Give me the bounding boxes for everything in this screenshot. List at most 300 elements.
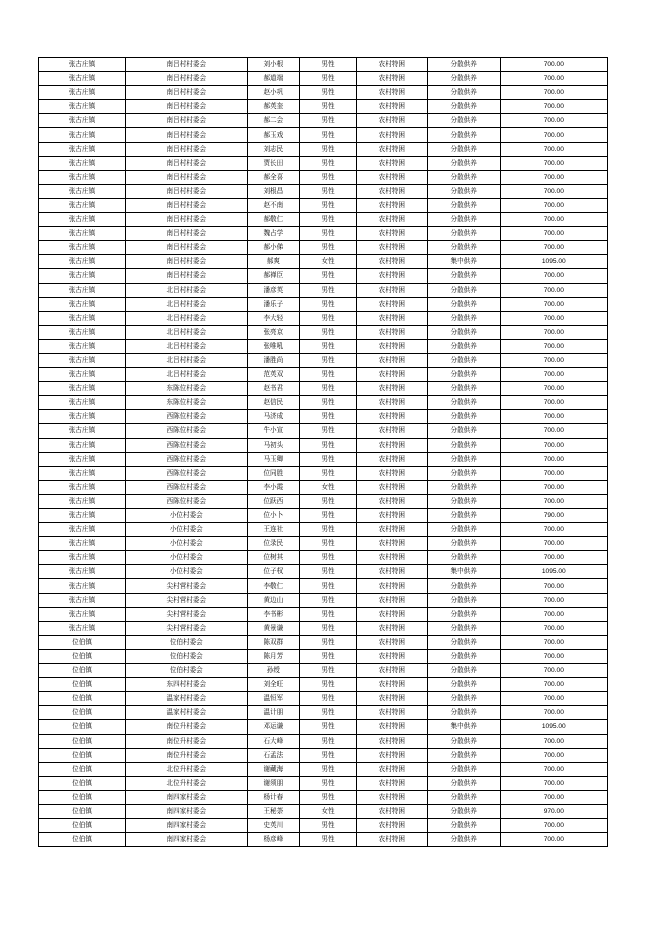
category-cell: 农村特困 [356, 311, 427, 325]
amount-cell: 700.00 [500, 297, 607, 311]
name-cell: 郝禅臣 [247, 269, 300, 283]
village-cell: 北吕村村委会 [126, 283, 247, 297]
spreadsheet-page [38, 57, 608, 847]
amount-cell: 700.00 [500, 382, 607, 396]
category-cell: 农村特困 [356, 58, 427, 72]
gender-cell: 男性 [300, 734, 357, 748]
category-cell: 农村特困 [356, 339, 427, 353]
name-cell: 范英双 [247, 368, 300, 382]
category-cell: 农村特困 [356, 72, 427, 86]
amount-cell: 700.00 [500, 537, 607, 551]
town-cell: 张古庄镇 [39, 156, 126, 170]
table-row [39, 579, 608, 593]
support-type-cell: 分散供养 [427, 353, 500, 367]
table-body [39, 58, 608, 847]
name-cell: 刘根昌 [247, 184, 300, 198]
support-type-cell: 分散供养 [427, 551, 500, 565]
amount-cell: 700.00 [500, 494, 607, 508]
name-cell: 赵小巩 [247, 86, 300, 100]
town-cell: 张古庄镇 [39, 283, 126, 297]
village-cell: 东四村村委会 [126, 678, 247, 692]
amount-cell: 700.00 [500, 424, 607, 438]
category-cell: 农村特困 [356, 142, 427, 156]
amount-cell: 700.00 [500, 649, 607, 663]
town-cell: 张古庄镇 [39, 593, 126, 607]
village-cell: 尖村营村委会 [126, 593, 247, 607]
table-row [39, 184, 608, 198]
amount-cell: 700.00 [500, 762, 607, 776]
category-cell: 农村特困 [356, 100, 427, 114]
category-cell: 农村特困 [356, 720, 427, 734]
amount-cell: 700.00 [500, 241, 607, 255]
table-row [39, 678, 608, 692]
gender-cell: 男性 [300, 72, 357, 86]
gender-cell: 男性 [300, 128, 357, 142]
village-cell: 南四家村委会 [126, 804, 247, 818]
category-cell: 农村特困 [356, 762, 427, 776]
category-cell: 农村特困 [356, 156, 427, 170]
category-cell: 农村特困 [356, 368, 427, 382]
name-cell: 李大轻 [247, 311, 300, 325]
category-cell: 农村特困 [356, 734, 427, 748]
table-row [39, 762, 608, 776]
support-type-cell: 分散供养 [427, 114, 500, 128]
support-type-cell: 分散供养 [427, 635, 500, 649]
category-cell: 农村特困 [356, 452, 427, 466]
village-cell: 南吕村村委会 [126, 269, 247, 283]
name-cell: 王连社 [247, 523, 300, 537]
name-cell: 郝玉戏 [247, 128, 300, 142]
name-cell: 位子权 [247, 565, 300, 579]
town-cell: 张古庄镇 [39, 438, 126, 452]
table-row [39, 804, 608, 818]
name-cell: 郝道端 [247, 72, 300, 86]
name-cell: 史英川 [247, 819, 300, 833]
town-cell: 张古庄镇 [39, 382, 126, 396]
village-cell: 位伯村委会 [126, 649, 247, 663]
name-cell: 杨彦峰 [247, 833, 300, 847]
gender-cell: 男性 [300, 790, 357, 804]
support-type-cell: 分散供养 [427, 227, 500, 241]
category-cell: 农村特困 [356, 664, 427, 678]
support-type-cell: 分散供养 [427, 424, 500, 438]
name-cell: 刘小根 [247, 58, 300, 72]
support-type-cell: 分散供养 [427, 142, 500, 156]
amount-cell: 700.00 [500, 734, 607, 748]
name-cell: 马济成 [247, 410, 300, 424]
category-cell: 农村特困 [356, 198, 427, 212]
category-cell: 农村特困 [356, 241, 427, 255]
gender-cell: 男性 [300, 692, 357, 706]
town-cell: 张古庄镇 [39, 339, 126, 353]
gender-cell: 男性 [300, 241, 357, 255]
village-cell: 南四家村委会 [126, 790, 247, 804]
category-cell: 农村特困 [356, 213, 427, 227]
village-cell: 南吕村村委会 [126, 198, 247, 212]
town-cell: 位伯镇 [39, 804, 126, 818]
village-cell: 北吕村村委会 [126, 339, 247, 353]
table-row [39, 339, 608, 353]
amount-cell: 700.00 [500, 213, 607, 227]
town-cell: 张古庄镇 [39, 551, 126, 565]
village-cell: 温家村村委会 [126, 692, 247, 706]
town-cell: 张古庄镇 [39, 255, 126, 269]
table-row [39, 353, 608, 367]
village-cell: 尖村营村委会 [126, 621, 247, 635]
name-cell: 张唯吼 [247, 339, 300, 353]
gender-cell: 男性 [300, 494, 357, 508]
name-cell: 石大峰 [247, 734, 300, 748]
table-row [39, 297, 608, 311]
amount-cell: 700.00 [500, 339, 607, 353]
village-cell: 南吕村村委会 [126, 86, 247, 100]
support-type-cell: 分散供养 [427, 297, 500, 311]
amount-cell: 700.00 [500, 58, 607, 72]
table-row [39, 424, 608, 438]
name-cell: 位同胜 [247, 466, 300, 480]
category-cell: 农村特困 [356, 790, 427, 804]
table-row [39, 776, 608, 790]
gender-cell: 男性 [300, 100, 357, 114]
amount-cell: 700.00 [500, 368, 607, 382]
category-cell: 农村特困 [356, 565, 427, 579]
table-row [39, 509, 608, 523]
gender-cell: 男性 [300, 537, 357, 551]
support-type-cell: 分散供养 [427, 438, 500, 452]
table-row [39, 706, 608, 720]
town-cell: 位伯镇 [39, 748, 126, 762]
support-type-cell: 分散供养 [427, 776, 500, 790]
support-type-cell: 分散供养 [427, 762, 500, 776]
gender-cell: 男性 [300, 607, 357, 621]
category-cell: 农村特困 [356, 184, 427, 198]
table-row [39, 551, 608, 565]
category-cell: 农村特困 [356, 255, 427, 269]
town-cell: 张古庄镇 [39, 621, 126, 635]
town-cell: 张古庄镇 [39, 269, 126, 283]
amount-cell: 700.00 [500, 184, 607, 198]
village-cell: 南吕村村委会 [126, 156, 247, 170]
gender-cell: 男性 [300, 283, 357, 297]
support-type-cell: 分散供养 [427, 649, 500, 663]
amount-cell: 700.00 [500, 551, 607, 565]
amount-cell: 970.00 [500, 804, 607, 818]
town-cell: 张古庄镇 [39, 72, 126, 86]
table-row [39, 748, 608, 762]
support-type-cell: 分散供养 [427, 86, 500, 100]
town-cell: 位伯镇 [39, 762, 126, 776]
name-cell: 赵信民 [247, 396, 300, 410]
amount-cell: 700.00 [500, 452, 607, 466]
village-cell: 尖村营村委会 [126, 607, 247, 621]
town-cell: 张古庄镇 [39, 114, 126, 128]
gender-cell: 男性 [300, 776, 357, 790]
category-cell: 农村特困 [356, 424, 427, 438]
town-cell: 张古庄镇 [39, 509, 126, 523]
amount-cell: 700.00 [500, 466, 607, 480]
category-cell: 农村特困 [356, 593, 427, 607]
village-cell: 南吕村村委会 [126, 58, 247, 72]
town-cell: 位伯镇 [39, 776, 126, 790]
name-cell: 马初头 [247, 438, 300, 452]
town-cell: 位伯镇 [39, 706, 126, 720]
gender-cell: 男性 [300, 58, 357, 72]
amount-cell: 700.00 [500, 114, 607, 128]
name-cell: 郝小俤 [247, 241, 300, 255]
amount-cell: 790.00 [500, 509, 607, 523]
support-type-cell: 分散供养 [427, 480, 500, 494]
village-cell: 南位升村委会 [126, 748, 247, 762]
amount-cell: 700.00 [500, 635, 607, 649]
support-type-cell: 分散供养 [427, 706, 500, 720]
table-row [39, 621, 608, 635]
support-type-cell: 分散供养 [427, 325, 500, 339]
support-type-cell: 分散供养 [427, 283, 500, 297]
gender-cell: 男性 [300, 720, 357, 734]
table-row [39, 833, 608, 847]
table-row [39, 523, 608, 537]
amount-cell: 1095.00 [500, 255, 607, 269]
table-row [39, 213, 608, 227]
village-cell: 北位升村委会 [126, 762, 247, 776]
amount-cell: 700.00 [500, 819, 607, 833]
village-cell: 东陈位村委会 [126, 396, 247, 410]
category-cell: 农村特困 [356, 325, 427, 339]
category-cell: 农村特困 [356, 692, 427, 706]
table-row [39, 227, 608, 241]
village-cell: 南位升村委会 [126, 734, 247, 748]
town-cell: 张古庄镇 [39, 353, 126, 367]
support-type-cell: 分散供养 [427, 368, 500, 382]
support-type-cell: 分散供养 [427, 607, 500, 621]
support-type-cell: 分散供养 [427, 198, 500, 212]
amount-cell: 700.00 [500, 438, 607, 452]
support-type-cell: 分散供养 [427, 734, 500, 748]
gender-cell: 男性 [300, 213, 357, 227]
name-cell: 潘乐子 [247, 297, 300, 311]
table-row [39, 480, 608, 494]
name-cell: 陈双群 [247, 635, 300, 649]
gender-cell: 男性 [300, 114, 357, 128]
amount-cell: 700.00 [500, 198, 607, 212]
amount-cell: 700.00 [500, 269, 607, 283]
town-cell: 张古庄镇 [39, 410, 126, 424]
amount-cell: 700.00 [500, 480, 607, 494]
support-type-cell: 分散供养 [427, 494, 500, 508]
name-cell: 谢藏海 [247, 762, 300, 776]
name-cell: 黄景谦 [247, 621, 300, 635]
town-cell: 位伯镇 [39, 720, 126, 734]
name-cell: 位跃西 [247, 494, 300, 508]
name-cell: 石孟法 [247, 748, 300, 762]
village-cell: 西陈位村委会 [126, 424, 247, 438]
gender-cell: 男性 [300, 833, 357, 847]
category-cell: 农村特困 [356, 678, 427, 692]
town-cell: 位伯镇 [39, 664, 126, 678]
town-cell: 张古庄镇 [39, 325, 126, 339]
gender-cell: 男性 [300, 325, 357, 339]
category-cell: 农村特困 [356, 227, 427, 241]
town-cell: 张古庄镇 [39, 523, 126, 537]
gender-cell: 男性 [300, 382, 357, 396]
gender-cell: 男性 [300, 466, 357, 480]
gender-cell: 女性 [300, 804, 357, 818]
table-row [39, 607, 608, 621]
town-cell: 张古庄镇 [39, 452, 126, 466]
town-cell: 张古庄镇 [39, 184, 126, 198]
table-row [39, 438, 608, 452]
table-row [39, 819, 608, 833]
support-type-cell: 分散供养 [427, 269, 500, 283]
category-cell: 农村特困 [356, 635, 427, 649]
name-cell: 杨计春 [247, 790, 300, 804]
town-cell: 张古庄镇 [39, 311, 126, 325]
name-cell: 陈月芳 [247, 649, 300, 663]
town-cell: 张古庄镇 [39, 396, 126, 410]
gender-cell: 女性 [300, 255, 357, 269]
village-cell: 小位村委会 [126, 509, 247, 523]
gender-cell: 男性 [300, 565, 357, 579]
gender-cell: 男性 [300, 311, 357, 325]
village-cell: 北吕村村委会 [126, 297, 247, 311]
table-row [39, 720, 608, 734]
amount-cell: 700.00 [500, 86, 607, 100]
table-row [39, 635, 608, 649]
town-cell: 张古庄镇 [39, 128, 126, 142]
table-row [39, 565, 608, 579]
town-cell: 张古庄镇 [39, 424, 126, 438]
village-cell: 小位村委会 [126, 551, 247, 565]
gender-cell: 男性 [300, 424, 357, 438]
name-cell: 谢须朋 [247, 776, 300, 790]
village-cell: 位伯村委会 [126, 664, 247, 678]
town-cell: 张古庄镇 [39, 142, 126, 156]
village-cell: 西陈位村委会 [126, 452, 247, 466]
support-type-cell: 分散供养 [427, 184, 500, 198]
village-cell: 东陈位村委会 [126, 382, 247, 396]
name-cell: 温计朋 [247, 706, 300, 720]
support-type-cell: 分散供养 [427, 523, 500, 537]
table-row [39, 283, 608, 297]
name-cell: 李小霞 [247, 480, 300, 494]
category-cell: 农村特困 [356, 833, 427, 847]
name-cell: 邓运谦 [247, 720, 300, 734]
support-type-cell: 集中供养 [427, 720, 500, 734]
gender-cell: 男性 [300, 410, 357, 424]
amount-cell: 700.00 [500, 142, 607, 156]
name-cell: 赵不南 [247, 198, 300, 212]
category-cell: 农村特困 [356, 579, 427, 593]
category-cell: 农村特困 [356, 353, 427, 367]
category-cell: 农村特困 [356, 819, 427, 833]
town-cell: 位伯镇 [39, 692, 126, 706]
name-cell: 潘彦英 [247, 283, 300, 297]
table-row [39, 86, 608, 100]
table-row [39, 311, 608, 325]
support-type-cell: 分散供养 [427, 339, 500, 353]
gender-cell: 男性 [300, 142, 357, 156]
support-type-cell: 分散供养 [427, 790, 500, 804]
table-row [39, 241, 608, 255]
support-type-cell: 分散供养 [427, 410, 500, 424]
village-cell: 南吕村村委会 [126, 142, 247, 156]
gender-cell: 男性 [300, 748, 357, 762]
village-cell: 北吕村村委会 [126, 311, 247, 325]
gender-cell: 男性 [300, 664, 357, 678]
village-cell: 南吕村村委会 [126, 72, 247, 86]
table-row [39, 466, 608, 480]
support-type-cell: 分散供养 [427, 58, 500, 72]
gender-cell: 男性 [300, 551, 357, 565]
category-cell: 农村特困 [356, 170, 427, 184]
name-cell: 孙绶 [247, 664, 300, 678]
amount-cell: 700.00 [500, 410, 607, 424]
gender-cell: 男性 [300, 762, 357, 776]
name-cell: 郝英奎 [247, 100, 300, 114]
table-row [39, 649, 608, 663]
amount-cell: 700.00 [500, 607, 607, 621]
name-cell: 刘志民 [247, 142, 300, 156]
table-row [39, 156, 608, 170]
support-type-cell: 分散供养 [427, 819, 500, 833]
name-cell: 潘胜尚 [247, 353, 300, 367]
village-cell: 小位村委会 [126, 565, 247, 579]
name-cell: 赵书君 [247, 382, 300, 396]
amount-cell: 700.00 [500, 776, 607, 790]
amount-cell: 700.00 [500, 790, 607, 804]
village-cell: 南吕村村委会 [126, 170, 247, 184]
town-cell: 位伯镇 [39, 734, 126, 748]
support-type-cell: 分散供养 [427, 213, 500, 227]
name-cell: 位小卜 [247, 509, 300, 523]
category-cell: 农村特困 [356, 804, 427, 818]
name-cell: 魏占学 [247, 227, 300, 241]
category-cell: 农村特困 [356, 494, 427, 508]
gender-cell: 男性 [300, 438, 357, 452]
village-cell: 南吕村村委会 [126, 255, 247, 269]
gender-cell: 男性 [300, 198, 357, 212]
support-type-cell: 分散供养 [427, 170, 500, 184]
town-cell: 位伯镇 [39, 819, 126, 833]
table-row [39, 494, 608, 508]
support-type-cell: 分散供养 [427, 509, 500, 523]
support-type-cell: 集中供养 [427, 255, 500, 269]
village-cell: 小位村委会 [126, 523, 247, 537]
gender-cell: 男性 [300, 353, 357, 367]
village-cell: 小位村委会 [126, 537, 247, 551]
gender-cell: 男性 [300, 593, 357, 607]
town-cell: 张古庄镇 [39, 537, 126, 551]
town-cell: 张古庄镇 [39, 466, 126, 480]
town-cell: 张古庄镇 [39, 170, 126, 184]
gender-cell: 男性 [300, 184, 357, 198]
table-row [39, 198, 608, 212]
category-cell: 农村特困 [356, 438, 427, 452]
category-cell: 农村特困 [356, 283, 427, 297]
support-type-cell: 分散供养 [427, 466, 500, 480]
town-cell: 张古庄镇 [39, 494, 126, 508]
amount-cell: 700.00 [500, 706, 607, 720]
category-cell: 农村特困 [356, 776, 427, 790]
gender-cell: 男性 [300, 227, 357, 241]
amount-cell: 700.00 [500, 692, 607, 706]
table-row [39, 452, 608, 466]
table-row [39, 325, 608, 339]
name-cell: 马玉卿 [247, 452, 300, 466]
amount-cell: 700.00 [500, 325, 607, 339]
support-type-cell: 集中供养 [427, 565, 500, 579]
gender-cell: 男性 [300, 678, 357, 692]
